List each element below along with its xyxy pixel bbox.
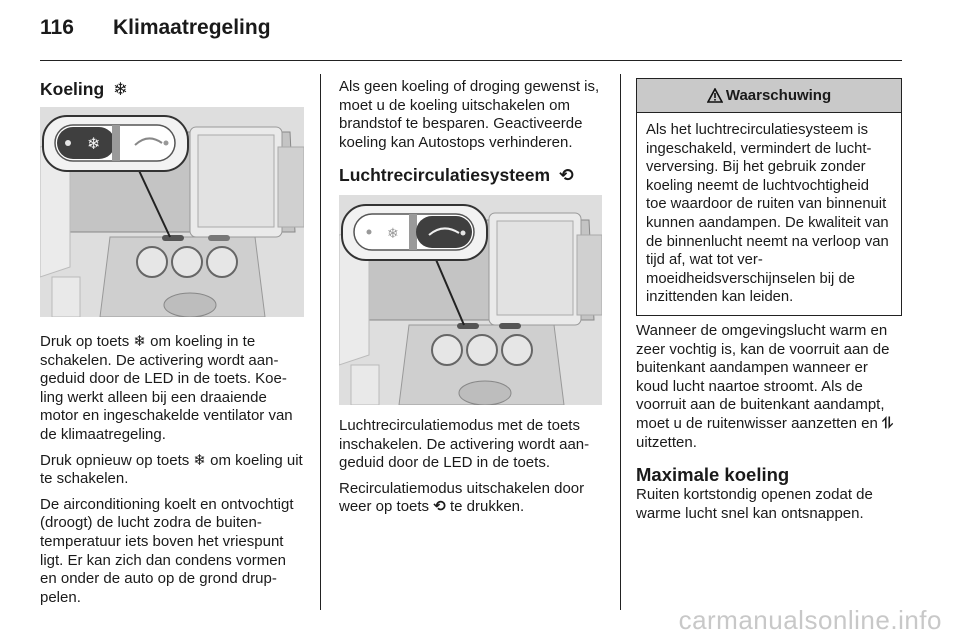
section-heading-maximale-koeling: Maximale koeling [636,464,790,486]
warning-title: Waarschuwing [725,87,832,104]
warning-header [637,79,901,113]
svg-text:❄: ❄ [387,226,399,242]
paragraph-airconditioning: De airconditioning koelt en ontvochtigt (droogt) de lucht zodra de buitentemperatuur iets boven het vriespunt ligt. Er kan zich dan condens vormen en onder de auto op de grond druppelen. [40,495,294,606]
page-number: 116 [40,16,74,39]
column-divider-1 [320,74,321,610]
right-text [636,322,902,530]
paragraph-maximale-koeling: Ruiten kortstondig openen zodat de warme lucht snel kan ontsnappen. [636,486,873,522]
figure-ac-button [40,107,304,317]
left-text [40,333,305,614]
warning-box [636,78,902,316]
header-divider [40,60,902,61]
paragraph-intro: Als geen koeling of droging gewenst is, moet u de koeling uitschakelen om brandstof te besparen. Geactiveerde koeling kan Autostops verhinderen. [339,78,600,151]
snowflake-icon: ❄ [193,451,206,469]
svg-text:❄: ❄ [87,134,101,153]
paragraph-recirculatie-uit: Recirculatiemodus uitschakelen door weer op toets ⟲ te drukken. [339,479,585,516]
warning-triangle-icon [707,88,723,103]
figure-recirculation-button [339,195,602,405]
middle-text [339,417,604,524]
paragraph-recirculatie-aan: Luchtrecirculatiemodus met de toets inschakelen. De activering wordt aangeduid door de LED in de toets. [339,417,590,472]
snowflake-icon: ❄ [113,79,128,99]
page-title: Klimaatregeling [113,16,271,39]
windscreen-defrost-icon: ⥮ [881,414,893,432]
section-heading-koeling: Koeling ❄ [40,79,128,99]
left-column [40,78,305,100]
paragraph-koeling-aan: Druk op toets ❄ om koeling in te schakelen. De activering wordt aangeduid door de LED in de toets. Koeling werkt alleen bij een draaiende motor en ingeschakelde ventilator van de klimaatregeling. [40,333,293,443]
watermark: carmanualsonline.info [678,605,942,635]
warning-text: Als het luchtrecirculatiesysteem is ingeschakeld, vermindert de luchtverversing. Bij het gebruik zonder koeling neemt de luchtvochtigheid toe waardoor de ruiten van binnenuit kunnen aandampen. De kwaliteit van de binnenlucht neemt na verloop van tijd af, wat tot vermoeidheidsverschijnselen bij de inzittenden kan leiden. [646,122,889,306]
middle-column [339,78,604,186]
section-heading-luchtrecirculatie: Luchtrecirculatiesysteem ⟲ [339,165,574,186]
column-divider-2 [620,74,621,610]
paragraph-koeling-uit: Druk opnieuw op toets ❄ om koeling uit te schakelen. [40,451,303,488]
recirculation-icon: ⟲ [558,165,574,186]
paragraph-voorruit: Wanneer de omgevingslucht warm en zeer vochtig is, kan de voorruit aan de buitenkant aandampen wanneer er koud lucht naartoe stroomt. Als de voorruit aan de buitenkant aandampt, moet u de ruitenwisser aanzetten en ⥮ uitzetten. [636,322,893,451]
recirculation-icon: ⟲ [433,498,446,516]
snowflake-icon: ❄ [133,333,146,350]
